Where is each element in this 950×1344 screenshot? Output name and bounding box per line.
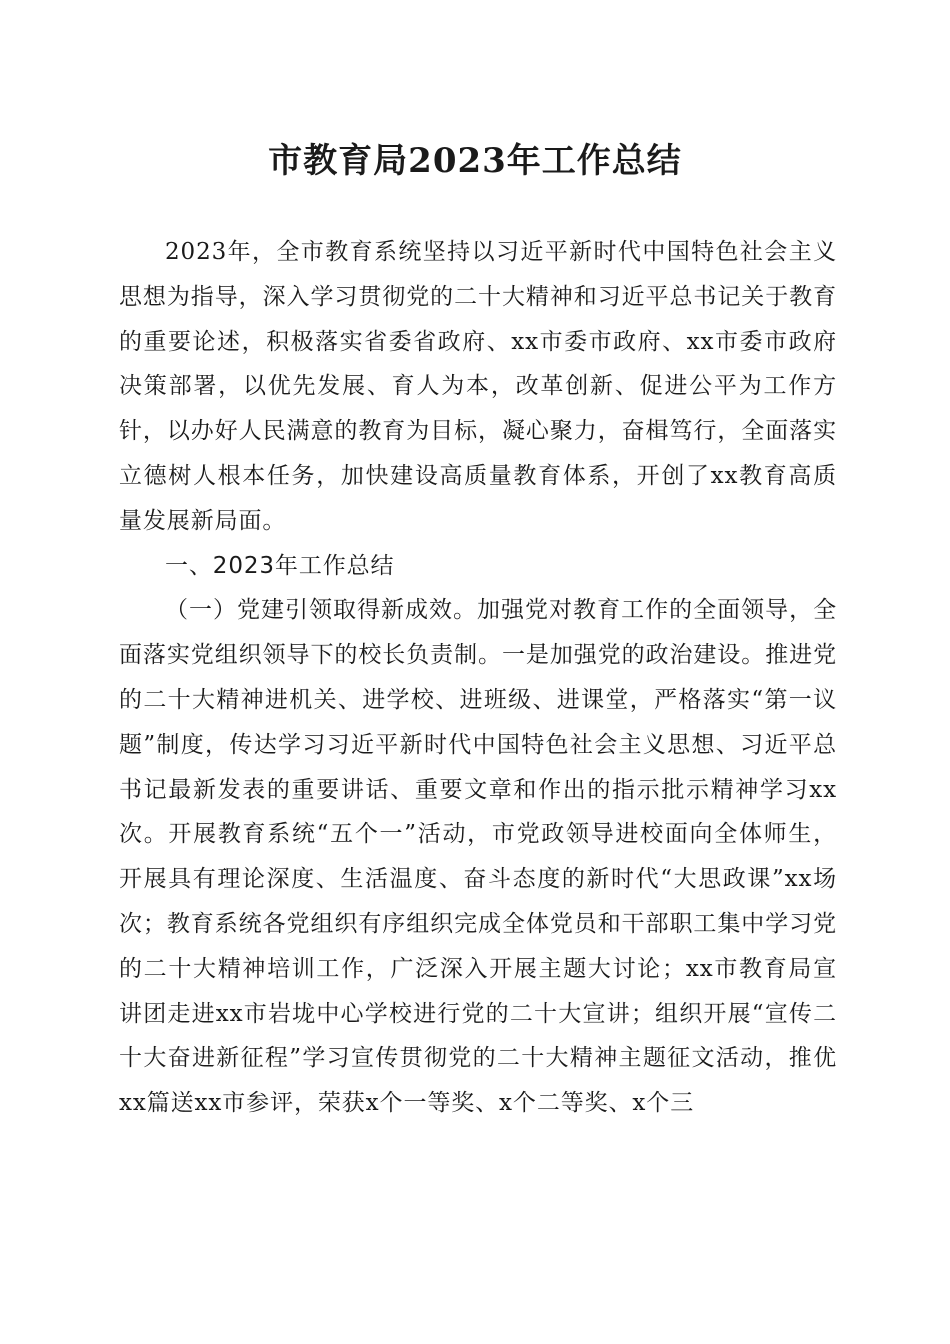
subsection-heading: （一）党建引领取得新成效。: [165, 597, 478, 624]
intro-paragraph: 2023年，全市教育系统坚持以习近平新时代中国特色社会主义思想为指导，深入学习贯彻党的二十大精神和习近平总书记关于教育的重要论述，积极落实省委省政府、xx市委市政府、xx市委市政府决策部署，以优先发展、育人为本，改革创新、促进公平为工作方针，以办好人民满意的教育为目标，凝心聚力，奋楫笃行，全面落实立德树人根本任务，加快建设高质量教育体系，开创了xx教育高质量发展新局面。: [119, 239, 837, 534]
document-title: 市教育局2023年工作总结: [268, 141, 682, 181]
subsection-paragraph: [119, 588, 837, 1126]
document-body: [119, 230, 837, 1126]
subsection-body: 加强党对教育工作的全面领导，全面落实党组织领导下的校长负责制。一是加强党的政治建设。推进党的二十大精神进机关、进学校、进班级、进课堂，严格落实“第一议题”制度，传达学习习近平新时代中国特色社会主义思想、习近平总书记最新发表的重要讲话、重要文章和作出的指示批示精神学习xx次。开展教育系统“五个一”活动，市党政领导进校面向全体师生，开展具有理论深度、生活温度、奋斗态度的新时代“大思政课”xx场次；教育系统各党组织有序组织完成全体党员和干部职工集中学习党的二十大精神培训工作，广泛深入开展主题大讨论；xx市教育局宣讲团走进xx市岩垅中心学校进行党的二十大宣讲；组织开展“宣传二十大奋进新征程”学习宣传贯彻党的二十大精神主题征文活动，推优xx篇送xx市参评，荣获x个一等奖、x个二等奖、x个三: [119, 597, 837, 1117]
section-heading: 一、2023年工作总结: [165, 552, 395, 579]
